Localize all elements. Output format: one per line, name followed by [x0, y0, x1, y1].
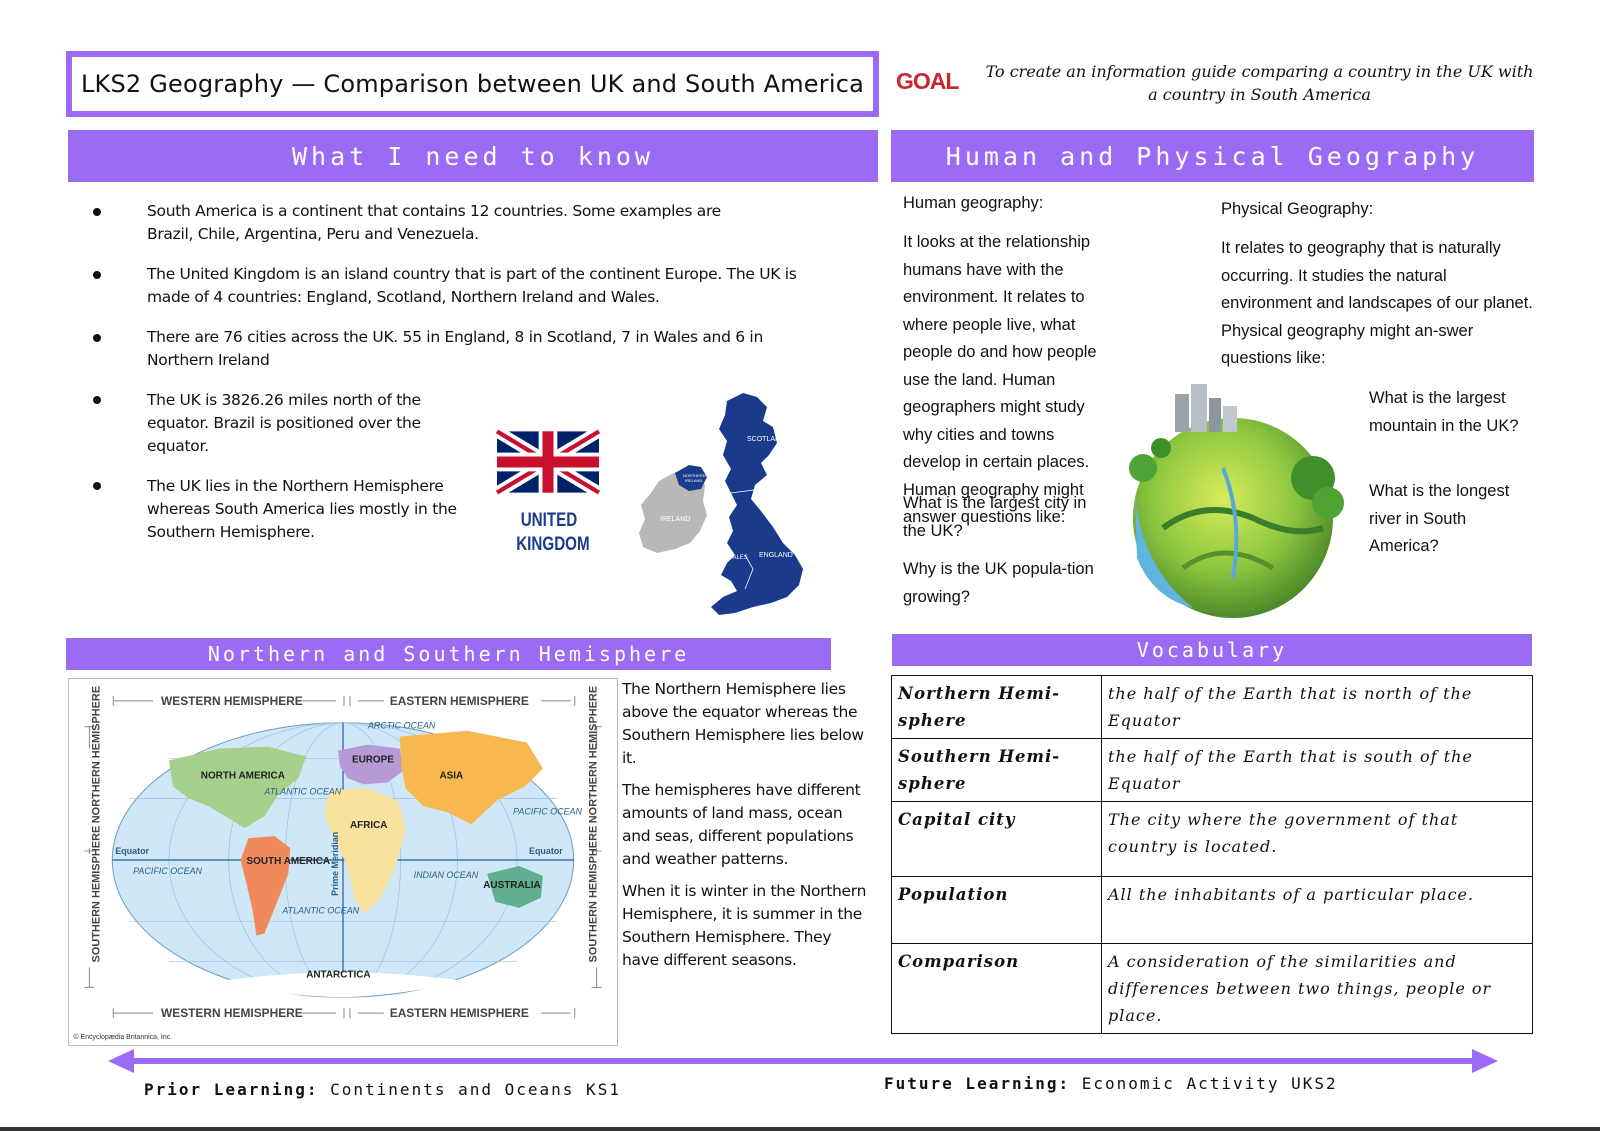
map-label-australia: AUSTRALIA — [483, 879, 541, 891]
prior-learning-value: Continents and Oceans KS1 — [318, 1080, 621, 1099]
map-label-ni-1: NORTHERN — [683, 473, 706, 478]
map-label-antarctica: ANTARCTICA — [306, 969, 371, 981]
uk-map — [635, 393, 820, 618]
bullet-dot — [93, 208, 101, 216]
map-label-scotland: SCOTLAND — [747, 436, 786, 443]
prior-learning — [144, 1080, 621, 1099]
map-label-atlantic-north: ATLANTIC OCEAN — [264, 786, 342, 797]
know-header: What I need to know — [68, 130, 878, 182]
map-label-atlantic-south: ATLANTIC OCEAN — [282, 905, 360, 916]
future-learning — [884, 1074, 1338, 1093]
uk-label-line-1: UNITED — [520, 510, 578, 531]
physical-question-2: What is the longest river in South America? — [1369, 482, 1510, 555]
map-label-indian: INDIAN OCEAN — [413, 869, 479, 880]
map-label-northern-left: NORTHERN HEMISPHERE — [90, 685, 103, 824]
vocab-definition: All the inhabitants of a particular place. — [1102, 877, 1533, 944]
world-hemisphere-map — [68, 678, 618, 1046]
human-title: Human geography: — [903, 194, 1044, 212]
map-label-equator-right: Equator — [528, 846, 563, 857]
map-label-southern-right: SOUTHERN HEMISPHERE — [587, 825, 600, 963]
vocab-definition: The city where the government of that country is located. — [1102, 802, 1533, 877]
map-label-ireland: IRELAND — [660, 516, 691, 523]
geo-header: Human and Physical Geography — [891, 130, 1534, 182]
map-label-england: ENGLAND — [759, 552, 793, 559]
earth-globe-illustration — [1103, 378, 1365, 626]
bullet-dot — [93, 396, 101, 404]
hemisphere-header: Northern and Southern Hemisphere — [66, 638, 831, 670]
map-label-meridian: Prime Meridian — [330, 831, 341, 896]
map-label-wales: WALES — [727, 555, 748, 561]
physical-body: It relates to geography that is naturally occurring. It studies the natural environment and landscapes of our planet. Physical geography might an-swer questions like: — [1221, 239, 1533, 367]
map-label-north-america: NORTH AMERICA — [200, 770, 285, 782]
map-label-arctic: ARCTIC OCEAN — [367, 720, 436, 731]
vocab-term: Comparison — [892, 944, 1102, 1034]
physical-question-1: What is the largest mountain in the UK? — [1369, 389, 1519, 435]
table-row — [892, 676, 1533, 739]
map-label-south-america: SOUTH AMERICA — [246, 855, 331, 867]
map-label-eastern-top: EASTERN HEMISPHERE — [389, 693, 529, 708]
know-bullet-1: South America is a continent that contains 12 countries. Some examples are Brazil, Chile, Argentina, Peru and Venezuela. — [147, 202, 721, 243]
vocab-term: Capital city — [892, 802, 1102, 877]
future-learning-label: Future Learning: — [884, 1074, 1071, 1093]
map-label-ni-2: IRELAND — [685, 478, 703, 483]
uk-label-line-2: KINGDOM — [516, 534, 590, 555]
bullet-dot — [93, 334, 101, 342]
vocab-term: Northern Hemi-sphere — [892, 676, 1102, 739]
map-label-equator-left: Equator — [115, 846, 150, 857]
vocab-term: Population — [892, 877, 1102, 944]
know-bullet-5: The UK lies in the Northern Hemisphere whereas South America lies mostly in the Southern Hemisphere. — [147, 477, 457, 541]
uk-flag-icon — [497, 430, 599, 494]
vocab-definition: the half of the Earth that is north of the Equator — [1102, 676, 1533, 739]
map-label-northern-right: NORTHERN HEMISPHERE — [587, 685, 600, 824]
table-row — [892, 802, 1533, 877]
hemisphere-paragraph-1: The Northern Hemisphere lies above the equator whereas the Southern Hemisphere lies below it. — [622, 680, 864, 767]
map-label-pacific-east: PACIFIC OCEAN — [513, 806, 582, 817]
table-row — [892, 944, 1533, 1034]
page-title: LKS2 Geography — Comparison between UK and South America — [80, 70, 865, 98]
map-label-eastern-bottom: EASTERN HEMISPHERE — [389, 1006, 529, 1021]
future-learning-value: Economic Activity UKS2 — [1070, 1074, 1338, 1093]
map-label-western-top: WESTERN HEMISPHERE — [160, 693, 303, 708]
human-question-1: What is the largest city in the UK? — [903, 494, 1087, 540]
prior-learning-label: Prior Learning: — [144, 1080, 319, 1099]
great-britain-shape — [711, 393, 803, 615]
bullet-dot — [93, 482, 101, 490]
vocab-term: Southern Hemi-sphere — [892, 739, 1102, 802]
goal-logo: GOAL — [896, 68, 959, 94]
bottom-border — [0, 1127, 1600, 1131]
table-row — [892, 877, 1533, 944]
uk-label — [516, 509, 590, 557]
map-credit: © Encyclopædia Britannica, Inc. — [73, 1034, 173, 1042]
vocab-definition: A consideration of the similarities and differences between two things, people or place. — [1102, 944, 1533, 1034]
title-box — [66, 51, 879, 117]
bullet-dot — [93, 271, 101, 279]
map-label-asia: ASIA — [439, 770, 464, 782]
hemisphere-paragraph-2: The hemispheres have different amounts of land mass, ocean and seas, different populations and weather patterns. — [622, 781, 861, 868]
map-label-europe: EUROPE — [351, 754, 394, 766]
know-bullet-4: The UK is 3826.26 miles north of the equator. Brazil is positioned over the equator. — [147, 391, 421, 455]
map-label-southern-left: SOUTHERN HEMISPHERE — [90, 825, 103, 963]
table-row — [892, 739, 1533, 802]
learning-timeline-arrow — [108, 1046, 1498, 1076]
human-body: It looks at the relationship humans have with the environment. It relates to where people live, what people do and how people use the land. Human geographers might study why cities and towns develop in certain places. Human geography might answer questions like: — [903, 233, 1097, 526]
map-label-africa: AFRICA — [349, 820, 388, 832]
know-bullet-3: There are 76 cities across the UK. 55 in England, 8 in Scotland, 7 in Wales and 6 in Northern Ireland — [147, 328, 763, 369]
know-bullet-2: The United Kingdom is an island country that is part of the continent Europe. The UK is made of 4 countries: England, Scotland, Northern Ireland and Wales. — [147, 265, 797, 306]
vocabulary-header: Vocabulary — [892, 634, 1532, 666]
hemisphere-paragraph-3: When it is winter in the Northern Hemisphere, it is summer in the Southern Hemisphere. They have different seasons. — [622, 882, 867, 969]
vocabulary-table — [891, 675, 1533, 1034]
map-label-western-bottom: WESTERN HEMISPHERE — [160, 1006, 303, 1021]
physical-title: Physical Geography: — [1221, 200, 1374, 218]
map-label-pacific-west: PACIFIC OCEAN — [133, 865, 203, 876]
vocab-definition: the half of the Earth that is south of the Equator — [1102, 739, 1533, 802]
goal-text: To create an information guide comparing a country in the UK with a country in South America — [985, 62, 1534, 104]
human-question-2: Why is the UK popula-tion growing? — [903, 560, 1094, 606]
